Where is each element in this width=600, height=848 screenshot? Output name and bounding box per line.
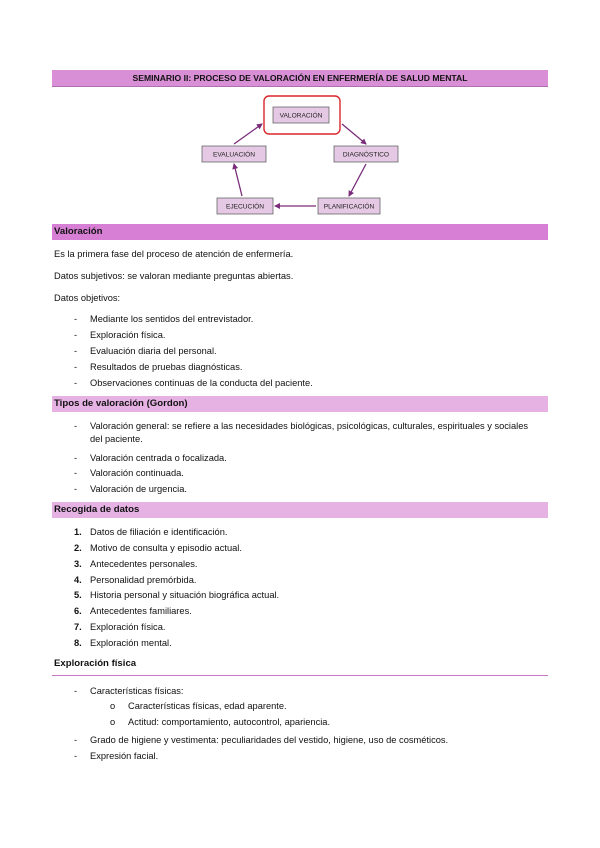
dash-bullet: - bbox=[74, 453, 78, 463]
section-heading-recogida-de-datos: Recogida de datos bbox=[52, 502, 548, 518]
evaluacion-label: EVALUACIÓN bbox=[212, 151, 256, 159]
circle-bullet: o bbox=[110, 701, 116, 711]
section-heading-exploracion-fisica: Exploración física bbox=[52, 658, 548, 676]
dash-bullet: - bbox=[74, 421, 78, 431]
planificacion-label: PLANIFICACIÓN bbox=[323, 203, 375, 211]
nursing-process-cycle-diagram bbox=[52, 94, 548, 220]
dash-bullet: - bbox=[74, 751, 78, 761]
paragraph-datos-subjetivos: Datos subjetivos: se valoran mediante preguntas abiertas. bbox=[54, 271, 294, 281]
section-heading-tipos-de-valoracion: Tipos de valoración (Gordon) bbox=[52, 396, 548, 412]
paragraph-primera-fase: Es la primera fase del proceso de atención de enfermería. bbox=[54, 249, 294, 259]
document-page: SEMINARIO II: PROCESO DE VALORACIÓN EN ENFERMERÍA DE SALUD MENTAL VALORACIÓN EVALUACIÓN DIAGNÓSTICO EJECUCIÓN PLANIFICACIÓN Valoración Es la primera fase del proceso de atención de enfermería. Datos subjetivos: se valoran mediante preguntas abiertas. Datos objetivos: - Mediante los sentidos del entrevistador. - Exploración física. - Evaluación diaria del personal. - Resultados de pruebas diagnósticas. - Observaciones continuas de la conducta del paciente. Tipos de valoración (Gordon) - Valoración general: se refiere a las necesidades biológicas, psicológicas, culturales, espirituales y sociales del paciente. - Valoración centrada o focalizada. - Valoración continuada. - Valoración de urgencia. Recogida de datos 1. Datos de filiación e identificación. 2. Motivo de consulta y episodio actual. 3. Antecedentes personales. 4. Personalidad premórbida. 5. Historia personal y situación biográfica actual. 6. Antecedentes familiares. 7. Exploración física. 8. Exploración mental. Exploración física - Características físicas: o Características físicas, edad aparente. o Actitud: comportamiento, autocontrol, apariencia. - Grado de higiene y vestimenta: peculiaridades del vestido, higiene, uso de cosméticos. - Expresión facial. bbox=[0, 0, 600, 848]
dash-bullet: - bbox=[74, 686, 78, 696]
arrow-ejecucion-evaluacion bbox=[234, 164, 242, 196]
dash-bullet: - bbox=[74, 735, 78, 745]
document-title: SEMINARIO II: PROCESO DE VALORACIÓN EN ENFERMERÍA DE SALUD MENTAL bbox=[52, 70, 548, 87]
dash-bullet: - bbox=[74, 362, 78, 372]
section-heading-valoracion: Valoración bbox=[52, 224, 548, 240]
dash-bullet: - bbox=[74, 330, 78, 340]
valoracion-label: VALORACIÓN bbox=[279, 112, 323, 120]
arrow-evaluacion-valoracion bbox=[234, 124, 262, 144]
dash-bullet: - bbox=[74, 468, 78, 478]
circle-bullet: o bbox=[110, 717, 116, 727]
dash-bullet: - bbox=[74, 314, 78, 324]
arrow-valoracion-diagnostico bbox=[342, 124, 366, 144]
dash-bullet: - bbox=[74, 378, 78, 388]
arrow-diagnostico-planificacion bbox=[349, 164, 366, 196]
diagnostico-label: DIAGNÓSTICO bbox=[342, 151, 390, 159]
dash-bullet: - bbox=[74, 346, 78, 356]
dash-bullet: - bbox=[74, 484, 78, 494]
paragraph-datos-objetivos: Datos objetivos: bbox=[54, 293, 121, 303]
ejecucion-label: EJECUCIÓN bbox=[225, 203, 265, 211]
